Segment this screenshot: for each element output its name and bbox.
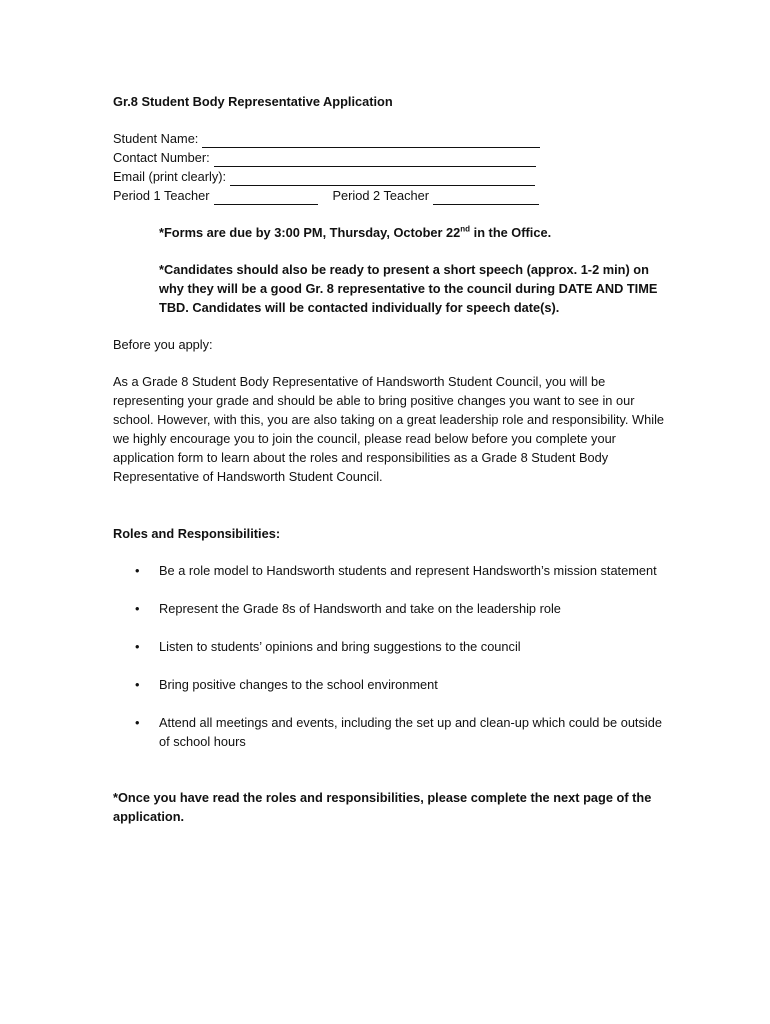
contact-number-label: Contact Number: bbox=[113, 150, 210, 165]
email-label: Email (print clearly): bbox=[113, 169, 227, 184]
student-name-label: Student Name: bbox=[113, 131, 199, 146]
period2-teacher-label: Period 2 Teacher bbox=[332, 188, 430, 203]
list-item bbox=[113, 713, 673, 751]
list-item bbox=[113, 561, 673, 580]
list-item bbox=[113, 675, 673, 694]
before-apply-heading: Before you apply: bbox=[113, 337, 213, 352]
role-text: Be a role model to Handsworth students and represent Handsworth’s mission statement bbox=[159, 563, 657, 578]
role-text: Represent the Grade 8s of Handsworth and take on the leadership role bbox=[159, 601, 561, 616]
contact-number-field[interactable] bbox=[214, 152, 536, 167]
document-title: Gr.8 Student Body Representative Application bbox=[113, 94, 393, 109]
bullet-icon: • bbox=[135, 563, 140, 578]
list-item bbox=[113, 599, 673, 618]
candidates-notice: *Candidates should also be ready to present a short speech (approx. 1-2 min) on why they will be a good Gr. 8 representative to the council during DATE AND TIME TBD. Candidates will be contacted individually for speech date(s). bbox=[159, 262, 658, 315]
bullet-icon: • bbox=[135, 715, 140, 730]
bullet-icon: • bbox=[135, 639, 140, 654]
forms-due-suffix: in the Office. bbox=[470, 225, 552, 240]
forms-due-notice bbox=[159, 223, 673, 242]
closing-note: *Once you have read the roles and responsibilities, please complete the next page of the application. bbox=[113, 790, 652, 824]
roles-heading: Roles and Responsibilities: bbox=[113, 526, 281, 541]
role-text: Bring positive changes to the school environment bbox=[159, 677, 438, 692]
forms-due-superscript: nd bbox=[460, 224, 471, 234]
bullet-icon: • bbox=[135, 677, 140, 692]
period1-teacher-field[interactable] bbox=[214, 190, 318, 205]
email-field[interactable] bbox=[230, 171, 535, 186]
student-name-row bbox=[113, 129, 673, 148]
period1-teacher-label: Period 1 Teacher bbox=[113, 188, 210, 203]
intro-paragraph: As a Grade 8 Student Body Representative of Handsworth Student Council, you will be representing your grade and should be able to bring positive changes you want to see in our school. However, with this, you are also taking on a great leadership role and responsibility. While we highly encourage you to join the council, please read below before you complete your application form to learn about the roles and responsibilities as a Grade 8 Student Body Representative of Handsworth Student Council. bbox=[113, 374, 665, 484]
list-item bbox=[113, 637, 673, 656]
student-name-field[interactable] bbox=[202, 133, 540, 148]
role-text: Listen to students’ opinions and bring suggestions to the council bbox=[159, 639, 521, 654]
role-text: Attend all meetings and events, including the set up and clean-up which could be outside of school hours bbox=[159, 715, 662, 749]
applicant-fields bbox=[113, 129, 673, 205]
teachers-row bbox=[113, 186, 673, 205]
contact-number-row bbox=[113, 148, 673, 167]
forms-due-text: *Forms are due by 3:00 PM, Thursday, October 22 bbox=[159, 225, 461, 240]
roles-list bbox=[113, 561, 673, 751]
period2-teacher-field[interactable] bbox=[433, 190, 539, 205]
bullet-icon: • bbox=[135, 601, 140, 616]
email-row bbox=[113, 167, 673, 186]
application-page bbox=[113, 92, 673, 826]
